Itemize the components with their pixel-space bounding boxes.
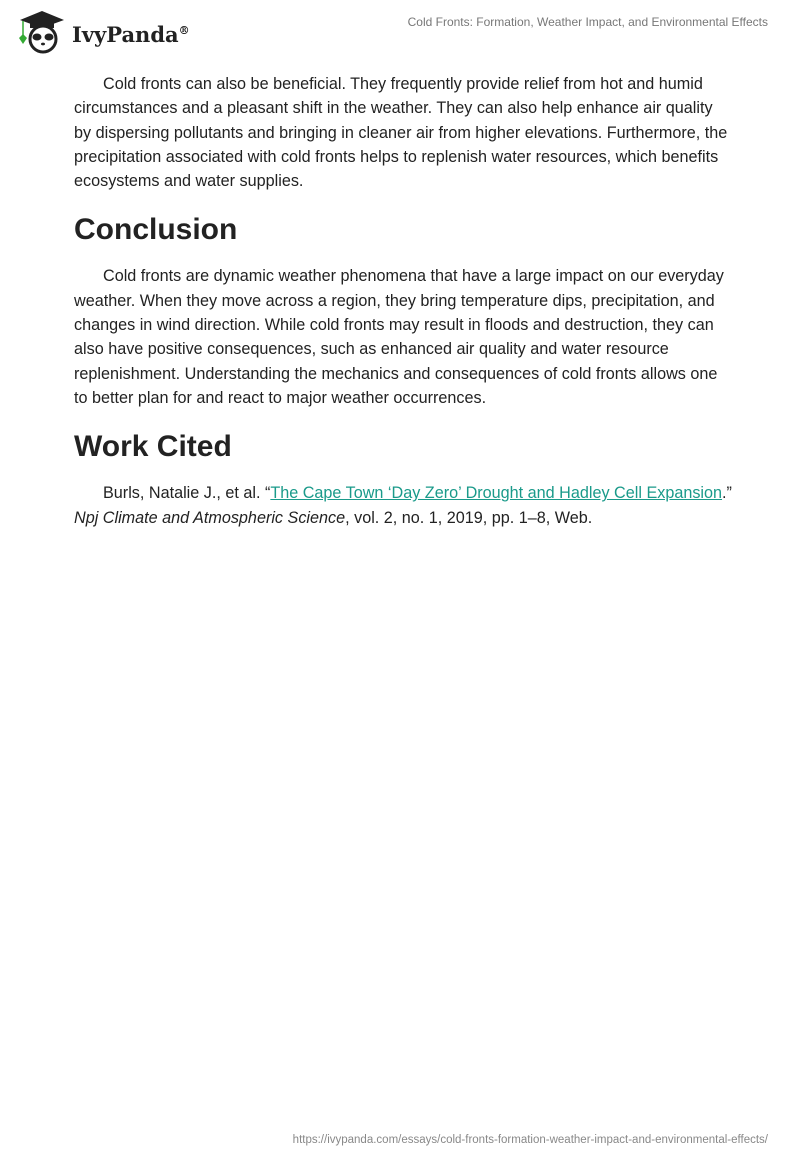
brand-name: IvyPanda [72,21,179,47]
citation-details: , vol. 2, no. 1, 2019, pp. 1–8, Web. [345,508,593,527]
citation [74,481,734,530]
essay-content [74,72,734,530]
paragraph: Cold fronts can also be beneficial. They frequently provide relief from hot and humid circumstances and a pleasant shift in the weather. They can also help enhance air quality by dispersing pollutants and bringing in cleaner air from higher elevations. Furthermore, the precipitation associated with cold fronts helps to replenish water resources, which benefits ecosystems and water supplies. [74,75,728,191]
heading-conclusion: Conclusion [74,213,238,247]
citation-authors: Burls, Natalie J., et al. “ [103,484,271,503]
citation-punct: .” [722,484,732,503]
footer-url: https://ivypanda.com/essays/cold-fronts-formation-weather-impact-and-environmental-effects/ [292,1134,768,1146]
paragraph: Cold fronts are dynamic weather phenomena that have a large impact on our everyday weather. When they move across a region, they bring temperature dips, precipitation, and changes in wind direction. While cold fronts may result in floods and destruction, they can also have positive consequences, such as enhanced air quality and water resource replenishment. Understanding the mechanics and consequences of cold fronts allows one to better plan for and react to major weather occurrences. [74,267,724,407]
panda-graduate-icon [16,8,66,54]
document-title: Cold Fronts: Formation, Weather Impact, and Environmental Effects [407,15,768,29]
ivypanda-logo[interactable] [16,8,190,54]
registered-mark: ® [178,23,190,37]
heading-work-cited: Work Cited [74,430,232,464]
citation-link[interactable]: The Cape Town ‘Day Zero’ Drought and Hadley Cell Expansion [270,484,723,503]
citation-journal: Npj Climate and Atmospheric Science [74,508,346,527]
